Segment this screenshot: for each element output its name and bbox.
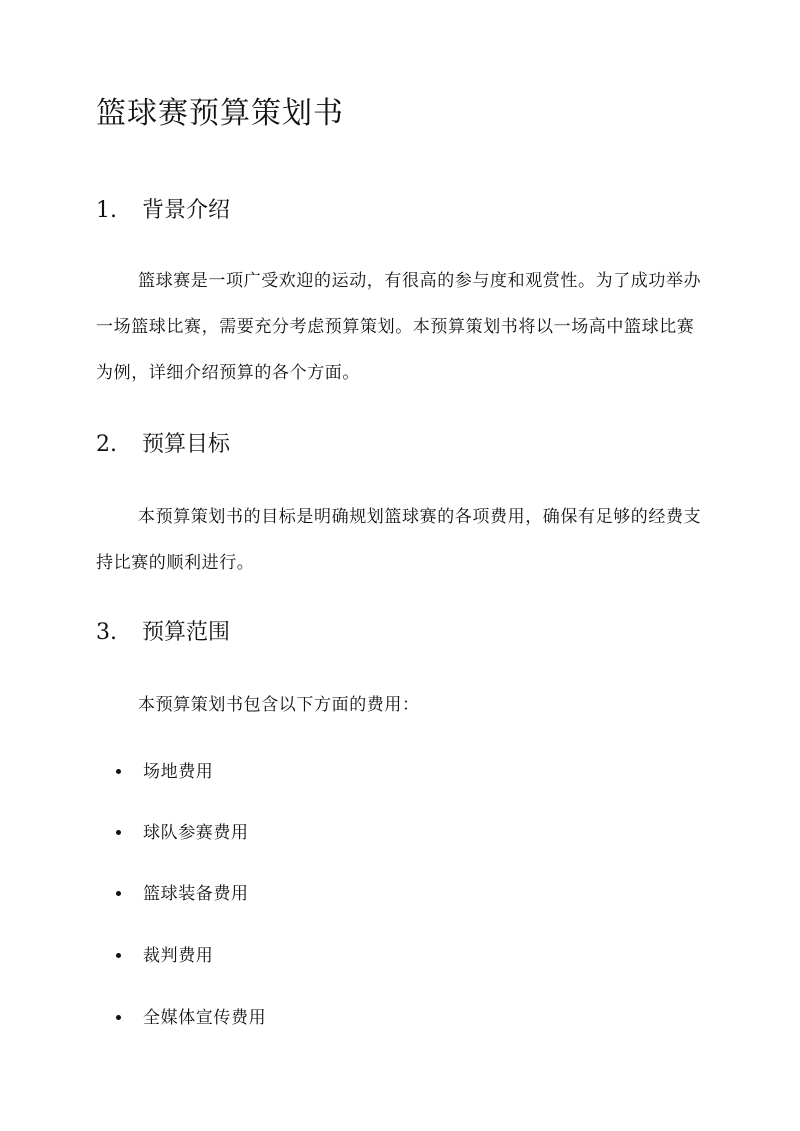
bullet-icon [116, 830, 121, 835]
section-number: 1. [96, 198, 117, 223]
document-title: 篮球赛预算策划书 [96, 96, 344, 131]
list-item [116, 940, 213, 966]
section-paragraph-background: 篮球赛是一项广受欢迎的运动，有很高的参与度和观赏性。为了成功举办一场篮球比赛，需要充分考虑预算策划。本预算策划书将以一场高中篮球比赛为例，详细介绍预算的各个方面。 [96, 271, 702, 383]
list-item-text: 球队参赛费用 [143, 822, 249, 843]
section-number: 3. [96, 620, 117, 645]
section-title: 预算范围 [142, 620, 231, 645]
list-item-text: 裁判费用 [143, 945, 214, 966]
section-number: 2. [96, 432, 117, 457]
list-item [116, 756, 213, 782]
list-item-text: 篮球装备费用 [143, 883, 249, 904]
section-heading-budget-goal [96, 432, 230, 458]
bullet-icon [116, 1015, 121, 1020]
section-paragraph-budget-scope: 本预算策划书包含以下方面的费用： [138, 695, 420, 715]
section-title: 预算目标 [142, 432, 231, 457]
list-item [116, 1002, 266, 1028]
bullet-icon [116, 891, 121, 896]
bullet-icon [116, 953, 121, 958]
section-title: 背景介绍 [142, 198, 231, 223]
list-item [116, 878, 249, 904]
section-heading-background [96, 198, 230, 224]
list-item [116, 817, 249, 843]
bullet-icon [116, 769, 121, 774]
section-paragraph-budget-goal: 本预算策划书的目标是明确规划篮球赛的各项费用，确保有足够的经费支持比赛的顺利进行。 [96, 507, 702, 573]
list-item-text: 场地费用 [143, 761, 214, 782]
section-heading-budget-scope [96, 620, 230, 646]
list-item-text: 全媒体宣传费用 [143, 1007, 267, 1028]
